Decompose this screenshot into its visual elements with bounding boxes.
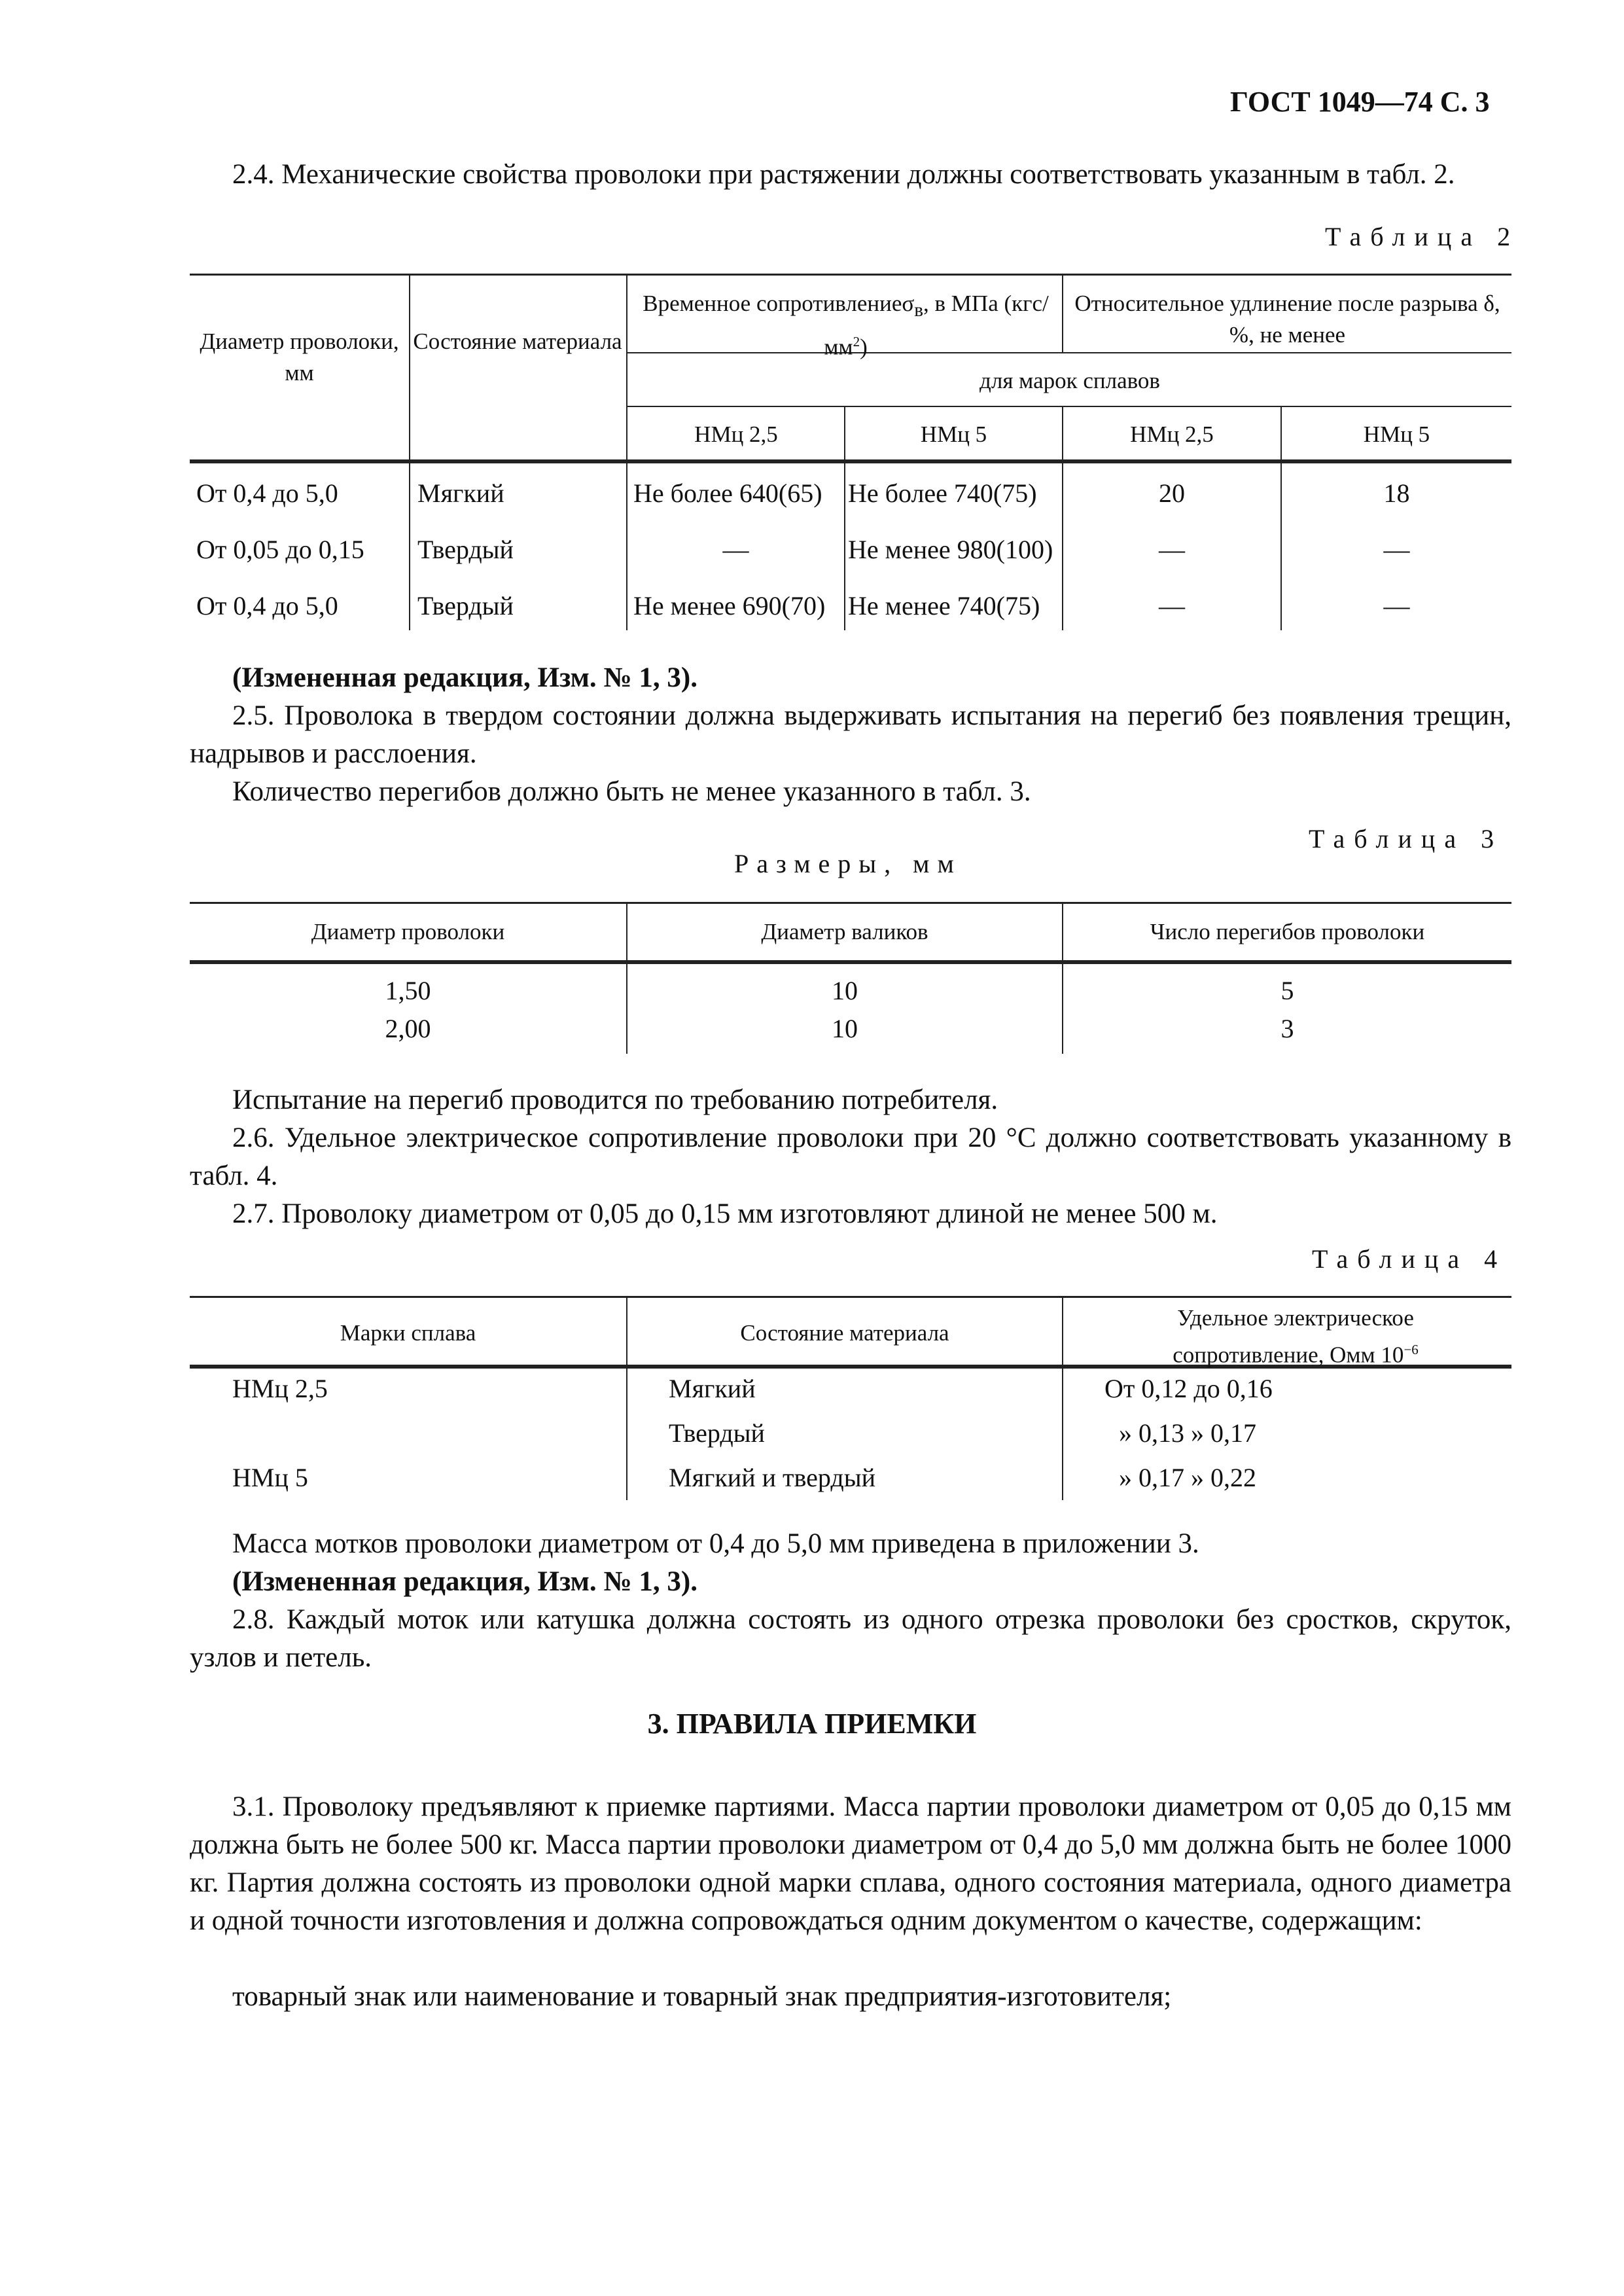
table2-cell-elong2: 18 [1383,478,1410,508]
table2-cell-state: Твердый [417,535,514,564]
paragraph-mass: Масса мотков проволоки диаметром от 0,4 до 5,0 мм приведена в приложении 3. [232,1528,1199,1559]
table4-cell-resistance: » 0,13 » 0,17 [1119,1418,1256,1448]
section-title: 3. ПРАВИЛА ПРИЕМКИ [647,1708,977,1740]
paragraph-bends: Количество перегибов должно быть не менее указанного в табл. 3. [232,776,1031,807]
table2-cell-diameter: От 0,4 до 5,0 [196,478,338,508]
table4-header: Марки сплава [340,1320,476,1346]
table2-header-state: Состояние материала [413,329,622,354]
page-header: ГОСТ 1049—74 С. 3 [1230,86,1490,118]
table3-cell: 1,50 [385,976,431,1005]
table4-cell-state: Мягкий и твердый [669,1463,876,1492]
table3-cell: 5 [1280,976,1294,1005]
paragraph-2-7: 2.7. Проволоку диаметром от 0,05 до 0,15 мм изготовляют длиной не менее 500 м. [232,1198,1218,1229]
table2-cell-elong1: 20 [1159,478,1185,508]
table4-cell-state: Мягкий [669,1374,756,1403]
table2-header-elongation: Относительное удлинение после разрыва δ, %, не менее [1074,291,1500,348]
table4-cell-grade: НМц 2,5 [232,1374,328,1403]
paragraph-2-5: 2.5. Проволока в твердом состоянии должна выдерживать испытания на перегиб без появления трещин, надрывов и расслоения. [190,700,1511,769]
table3-header: Число перегибов проволоки [1150,919,1425,944]
table3-cell: 2,00 [385,1014,431,1043]
table2-cell-diameter: От 0,05 до 0,15 [196,535,364,564]
table4-cell-resistance: » 0,17 » 0,22 [1119,1463,1256,1492]
table3-caption: Таблица 3 [1309,824,1504,853]
table3-cell: 10 [832,976,858,1005]
table4-header: Удельное электрическое сопротивление, Омм $10^{-6}$ [1173,1305,1419,1368]
table2-cell-diameter: От 0,4 до 5,0 [196,591,338,620]
amendment-note: (Измененная редакция, Изм. № 1, 3). [232,662,697,693]
table4-cell-state: Твердый [669,1418,765,1448]
table4-header: Состояние материала [740,1320,949,1346]
table4-cell-resistance: От 0,12 до 0,16 [1104,1374,1273,1403]
table2-header-grades: для марок сплавов [980,368,1160,393]
table2-cell-tensile1: Не более 640(65) [633,478,822,508]
table2-cell-tensile2: Не более 740(75) [848,478,1037,508]
table2-subheader: НМц 2,5 [694,422,778,447]
table2-header-tensile: Временное сопротивлениеσ$_в$, в МПа $(кгс/мм^2)$ [643,291,1049,360]
paragraph-2-8: 2.8. Каждый моток или катушка должна состоять из одного отрезка проволоки без сростков, скруток, узлов и петель. [190,1604,1511,1673]
table2-header-diameter: Диаметр проволоки, мм [200,329,399,386]
table2-cell-tensile1: — [722,535,749,564]
paragraph-2-4: 2.4. Механические свойства проволоки при растяжении должны соответствовать указанным в табл. 2. [232,159,1455,190]
table2-cell-tensile2: Не менее 740(75) [848,591,1040,620]
table2-cell-tensile2: Не менее 980(100) [848,535,1053,564]
table2-cell-state: Мягкий [417,478,504,508]
table2-subheader: НМц 2,5 [1130,422,1214,447]
table2-cell-tensile1: Не менее 690(70) [633,591,826,620]
table3-header: Диаметр валиков [761,919,928,944]
table3-cell: 3 [1280,1014,1294,1043]
table2-cell-state: Твердый [417,591,514,620]
paragraph-trademark: товарный знак или наименование и товарный знак предприятия-изготовителя; [232,1981,1172,2012]
table4-cell-grade: НМц 5 [232,1463,308,1492]
paragraph-3-1: 3.1. Проволоку предъявляют к приемке партиями. Масса партии проволоки диаметром от 0,05 до 0,15 мм должна быть не более 500 кг. Масса партии проволоки диаметром от 0,4 до 5,0 мм должна быть не более 1000 кг. Партия должна состоять из проволоки одной марки сплава, одного состояния материала, одного диаметра и одной точности изготовления и должна сопровождаться одним документом о качестве, содержащим: [190,1791,1511,1936]
table3-dimensions: Размеры, мм [734,849,962,878]
table2-caption: Таблица 2 [1325,222,1520,251]
paragraph-2-6: 2.6. Удельное электрическое сопротивление проволоки при 20 °С должно соответствовать указанному в табл. 4. [190,1122,1511,1191]
table2-subheader: НМц 5 [1363,422,1430,447]
table3-header: Диаметр проволоки [311,919,505,944]
amendment-note: (Измененная редакция, Изм. № 1, 3). [232,1566,697,1597]
table2-cell-elong2: — [1383,591,1410,620]
table2-cell-elong2: — [1383,535,1410,564]
paragraph-test: Испытание на перегиб проводится по требованию потребителя. [232,1085,998,1115]
table2-subheader: НМц 5 [920,422,987,447]
table2-cell-elong1: — [1159,535,1185,564]
table2-cell-elong1: — [1159,591,1185,620]
table4-caption: Таблица 4 [1312,1244,1507,1274]
table3-cell: 10 [832,1014,858,1043]
